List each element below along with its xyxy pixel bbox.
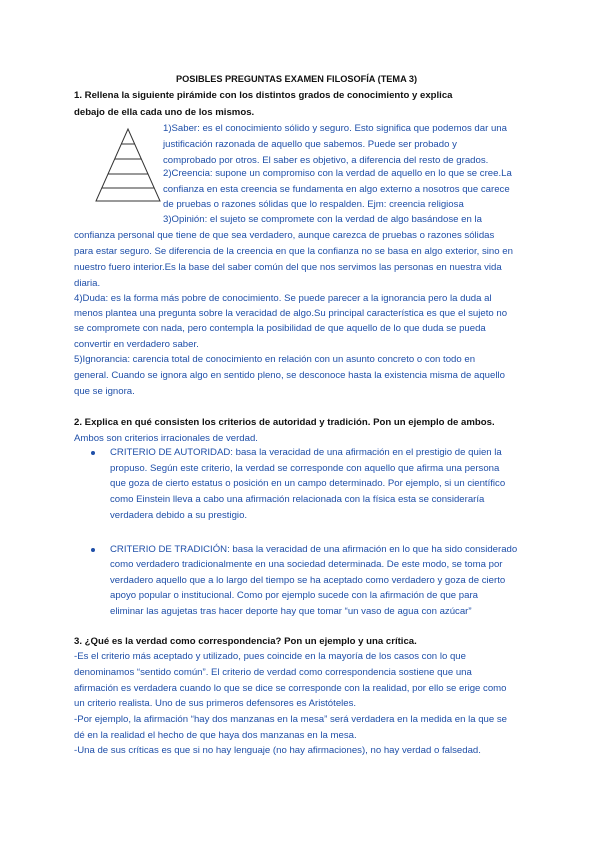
q1-text-line: convertir en verdadero saber. bbox=[74, 339, 199, 350]
q1-text-line: menos plantea una pregunta sobre la veracidad de algo.Su principal característica es que el sujeto no bbox=[74, 308, 508, 319]
q2-heading: 2. Explica en qué consisten los criterios de autoridad y tradición. Pon un ejemplo de ambos. bbox=[74, 417, 495, 428]
q1-text-line: se compromete con nada, pero contempla la posibilidad de que aquello de lo que duda se pueda bbox=[74, 323, 486, 334]
authority-criterion-line: como Einstein lleva a cabo una afirmación relacionada con la física esta se consideraría bbox=[110, 494, 485, 505]
q1-text-line: diaria. bbox=[74, 278, 101, 289]
q1-text-line: comprobado por otros. El saber es objetivo, a diferencia del resto de grados. bbox=[163, 155, 489, 166]
q3-text-line: -Es el criterio más aceptado y utilizado, pues coincide en la mayoría de los casos con lo que bbox=[74, 651, 466, 662]
q1-text-line: 4)Duda: es la forma más pobre de conocimiento. Se puede parecer a la ignorancia pero la duda al bbox=[74, 293, 492, 304]
tradition-criterion-line: CRITERIO DE TRADICIÓN: basa la veracidad de una afirmación en lo que ha sido considerado bbox=[110, 544, 518, 555]
tradition-criterion-line: apoyo popular o institucional. Como por ejemplo sucede con la afirmación de que para bbox=[110, 590, 478, 601]
q1-text-line: 5)Ignorancia: carencia total de conocimiento en relación con un asunto concreto o con todo en bbox=[74, 354, 476, 365]
q3-text-line: un criterio realista. Uno de sus primeros defensores es Aristóteles. bbox=[74, 698, 357, 709]
q1-heading-line-2: debajo de ella cada uno de los mismos. bbox=[74, 107, 255, 118]
q1-text-line: justificación razonada de aquello que sabemos. Puede ser probado y bbox=[163, 139, 457, 150]
q3-heading: 3. ¿Qué es la verdad como correspondencia? Pon un ejemplo y una crítica. bbox=[74, 636, 417, 647]
q1-text-line: que se ignora. bbox=[74, 386, 135, 397]
knowledge-pyramid-diagram bbox=[95, 127, 161, 203]
tradition-criterion-line: verdadero aquello que a lo largo del tiempo se ha aceptado como verdadero y goza de cierto bbox=[110, 575, 506, 586]
bullet-marker bbox=[91, 451, 95, 455]
q1-heading-line-1: 1. Rellena la siguiente pirámide con los distintos grados de conocimiento y explica bbox=[74, 90, 453, 101]
q3-text-line: afirmación es verdadera cuando lo que se dice se corresponde con la realidad, por ello se erige como bbox=[74, 683, 507, 694]
q1-text-line: de pruebas o razones sólidas que lo respalden. Ejm: creencia religiosa bbox=[163, 199, 464, 210]
q1-text-line: 1)Saber: es el conocimiento sólido y seguro. Esto significa que podemos dar una bbox=[163, 123, 507, 134]
q1-text-line: para estar seguro. Se diferencia de la creencia en que la confianza no se basa en algo exterior, sino en bbox=[74, 246, 513, 257]
authority-criterion-line: que goza de cierto estatus o posición en un campo determinado. Por ejemplo, si un científico bbox=[110, 478, 506, 489]
q3-text-line: -Una de sus críticas es que si no hay lenguaje (no hay afirmaciones), no hay verdad o falsedad. bbox=[74, 745, 481, 756]
authority-criterion-line: verdadera debido a su prestigio. bbox=[110, 510, 248, 521]
q3-text-line: dé en la realidad el hecho de que haya dos manzanas en la mesa. bbox=[74, 730, 357, 741]
q1-text-line: 3)Opinión: el sujeto se compromete con la verdad de algo basándose en la bbox=[163, 214, 482, 225]
tradition-criterion-line: como verdadero tradicionalmente en una sociedad determinada. De este modo, se toma por bbox=[110, 559, 503, 570]
q1-text-line: general. Cuando se ignora algo en sentido pleno, se desconoce hasta la existencia misma de aquello bbox=[74, 370, 505, 381]
q1-text-line: confianza en esta creencia se fundamenta en algo externo a nosotros que carece bbox=[163, 184, 510, 195]
q3-text-line: denominamos “sentido común”. El criterio de verdad como correspondencia sostiene que una bbox=[74, 667, 472, 678]
q3-text-line: -Por ejemplo, la afirmación “hay dos manzanas en la mesa” será verdadera en la medida en la que se bbox=[74, 714, 508, 725]
q1-text-line: 2)Creencia: supone un compromiso con la verdad de aquello en lo que se cree.La bbox=[163, 168, 512, 179]
bullet-marker bbox=[91, 548, 95, 552]
q2-intro: Ambos son criterios irracionales de verdad. bbox=[74, 433, 258, 444]
document-title: POSIBLES PREGUNTAS EXAMEN FILOSOFÍA (TEMA 3) bbox=[176, 74, 418, 84]
q1-text-line: confianza personal que tiene de que sea verdadero, aunque carezca de pruebas o razones sólidas bbox=[74, 230, 495, 241]
authority-criterion-line: CRITERIO DE AUTORIDAD: basa la veracidad de una afirmación en el prestigio de quien la bbox=[110, 447, 502, 458]
q1-text-line: nuestro fuero interior.Es la base del saber común del que nos servimos las personas en nuestra vida bbox=[74, 262, 502, 273]
authority-criterion-line: propuso. Según este criterio, la verdad se corresponde con aquello que afirma una persona bbox=[110, 463, 500, 474]
tradition-criterion-line: eliminar las agujetas tras hacer deporte hay que tomar “un vaso de agua con azúcar” bbox=[110, 606, 472, 617]
